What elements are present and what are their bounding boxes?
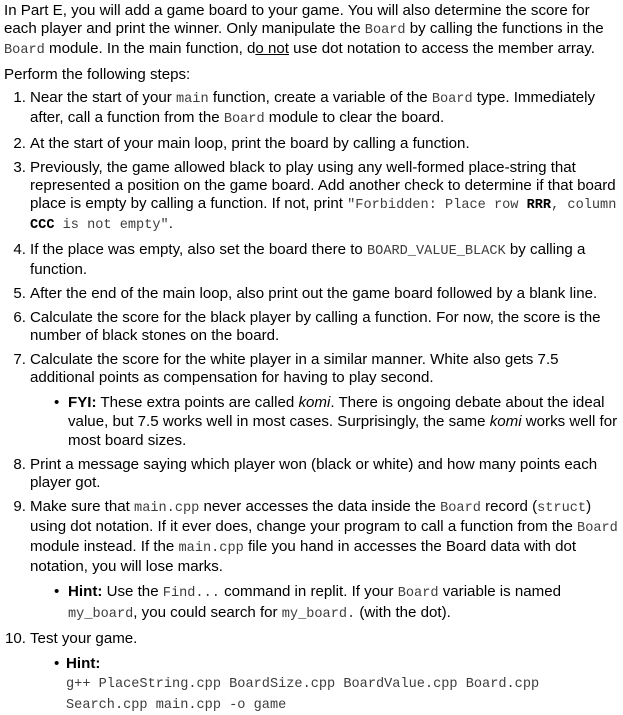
code-struct: struct [537,501,587,516]
code-forbidden-message: is not empty" [54,218,169,233]
hint-bullet-find [30,582,619,624]
bullet-icon: • [54,583,60,600]
step-text: Test your game. [30,630,138,647]
code-board: Board [431,92,473,107]
step-4 [4,241,619,279]
step-text: (with the dot). [355,604,451,621]
step-text: command in replit. If your [219,583,398,600]
step-text: function, create a variable of the [208,89,432,106]
step-8 [4,456,619,492]
code-forbidden-message: , column [551,198,617,213]
code-board: Board [223,112,265,127]
step-6 [4,309,619,345]
step-text: . [168,215,173,232]
step-text: Calculate the score for the black player by calling a function. For now, the score is the number of black stones on the board. [30,309,601,344]
code-board: Board [397,586,439,601]
code-board: Board [440,501,481,516]
step-text: , you could search for [133,604,282,621]
intro-text: module. In the main function, d [44,40,256,57]
step-text: If the place was empty, also set the board there to [30,241,367,258]
step-2 [4,135,619,153]
step-7 [4,351,619,450]
step-number: 5. [13,285,26,302]
step-number: 1. [13,89,26,106]
step-text: These extra points are called [96,394,299,411]
step-number: 9. [13,498,26,515]
code-main-cpp: main.cpp [134,501,200,516]
underlined-text: o not [255,40,289,57]
hint-bullet-compile [30,654,619,715]
step-text: Calculate the score for the white player in a similar manner. White also gets 7.5 additional points as compensation for having to play second. [30,351,559,386]
step-number: 3. [13,159,26,176]
step-number: 8. [13,456,26,473]
komi-term: komi [298,394,331,411]
code-forbidden-message: "Forbidden: Place row [347,198,527,213]
bullet-icon: • [54,655,60,672]
compile-command-line-2: Search.cpp main.cpp -o game [66,698,287,713]
step-text: Near the start of your [30,89,176,106]
step-text: . There is ongoing debate about the ideal value, but 7.5 works well in most cases. Surprisingly, the same [68,394,605,430]
step-number: 2. [13,135,26,152]
code-row-placeholder: RRR [526,198,552,213]
compile-command-line-1: g++ PlaceString.cpp BoardSize.cpp BoardValue.cpp Board.cpp [66,677,540,692]
code-column-placeholder: CCC [30,218,55,233]
step-text: by calling a function. [30,241,586,278]
step-text: works well for most board sizes. [68,413,618,449]
step-text: Use the [102,583,163,600]
step-text: module to clear the board. [264,109,445,126]
intro-text: by calling the functions in the [405,20,604,37]
hint-label: Hint: [66,655,101,672]
code-my-board: my_board [68,607,134,622]
intro-text: use dot notation to access the member array. [288,40,595,57]
code-find-command: Find... [162,586,220,601]
step-text: Print a message saying which player won (black or white) and how many points each player got. [30,456,598,491]
step-5 [4,285,619,303]
step-text: record ( [480,498,538,515]
steps-list [4,89,619,715]
code-main: main [175,92,209,107]
code-main-cpp: main.cpp [178,541,244,556]
code-board-value-black: BOARD_VALUE_BLACK [367,244,506,259]
step-text: module instead. If the [30,538,179,555]
step-number: 4. [13,241,26,258]
step-text: After the end of the main loop, also print out the game board followed by a blank line. [30,285,598,302]
step-number: 6. [13,309,26,326]
bullet-icon: • [54,394,60,411]
step-text: ) using dot notation. If it ever does, change your program to call a function from the [30,498,592,535]
step-1 [4,89,619,129]
intro-paragraph [4,2,619,60]
code-board: Board [364,23,406,38]
code-board: Board [4,43,45,58]
fyi-label: FYI: [68,394,97,411]
intro-text: In Part E, you will add a game board to your game. You will also determine the score for each player and print the winner. Only manipulate the [4,2,590,37]
step-10 [4,630,619,715]
step-text: Previously, the game allowed black to play using any well-formed place-string that represented a position on the game board. Add another check to determine if that board place is empty by calling a function. If not, print [30,159,616,212]
step-number: 7. [13,351,26,368]
hint-label: Hint: [68,583,103,600]
step-text: variable is named [438,583,562,600]
step-text: file you hand in accesses the Board data with dot notation, you will lose marks. [30,538,577,575]
step-number: 10. [5,630,26,647]
code-board: Board [577,521,618,536]
steps-heading: Perform the following steps: [4,66,191,83]
step-text: type. Immediately after, call a function from the [30,89,596,126]
step-9 [4,498,619,624]
step-text: Make sure that [30,498,135,515]
step-text: never accesses the data inside the [199,498,441,515]
fyi-bullet [30,393,619,450]
step-3 [4,159,619,235]
step-text: At the start of your main loop, print the board by calling a function. [30,135,470,152]
code-my-board-dot: my_board. [281,607,356,622]
komi-term: komi [489,413,522,430]
